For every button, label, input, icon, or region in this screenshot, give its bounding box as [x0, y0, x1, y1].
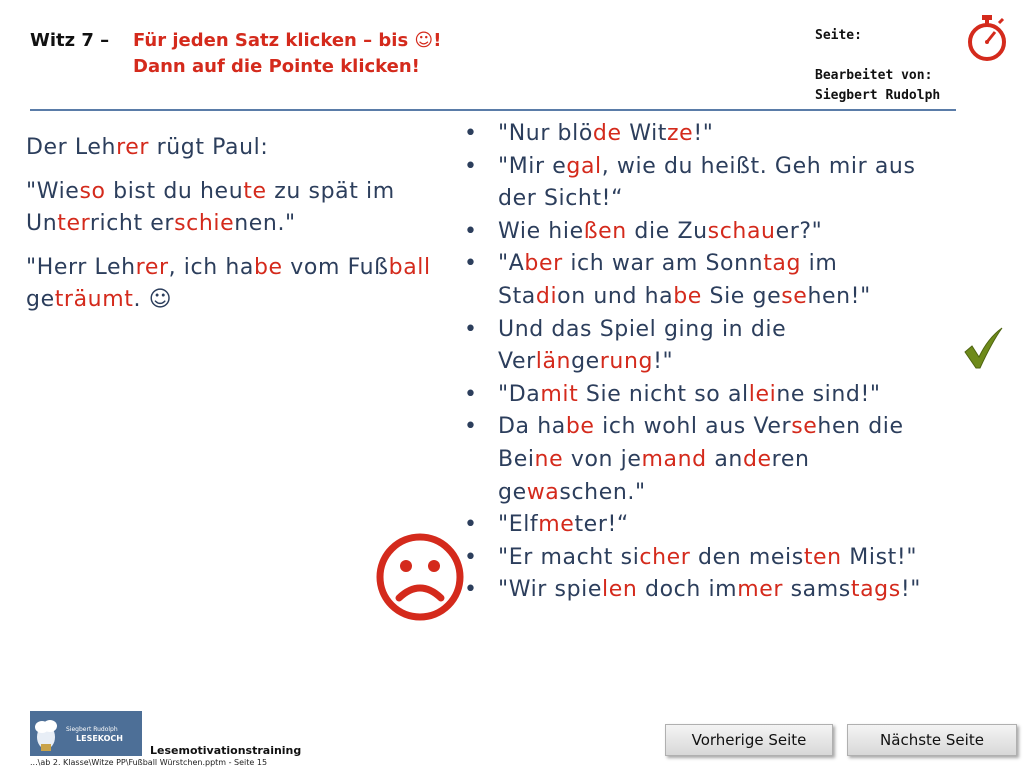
sad-face-icon[interactable] — [375, 532, 465, 622]
text-segment: "Wir spie — [498, 577, 603, 603]
punchline-option[interactable] — [460, 509, 930, 542]
joke-title: Witz 7 – — [30, 30, 110, 51]
text-segment: ne sind!" — [776, 381, 881, 407]
text-segment: an — [706, 446, 743, 472]
highlighted-syllable: de — [742, 446, 772, 472]
text-segment: !" — [653, 349, 674, 375]
highlighted-syllable: se — [791, 414, 818, 440]
text-segment: ge — [26, 287, 55, 312]
highlighted-syllable: cher — [639, 544, 691, 570]
highlighted-syllable: se — [781, 283, 808, 309]
text-segment: !" — [900, 577, 921, 603]
text-segment: ich wohl aus Ver — [594, 414, 792, 440]
punchline-option[interactable] — [460, 379, 930, 412]
highlighted-syllable: so — [79, 179, 106, 204]
highlighted-syllable: träumt — [54, 287, 134, 312]
text-segment: bist du heu — [105, 179, 244, 204]
highlighted-syllable: mit — [540, 381, 579, 407]
text-segment: Wie hie — [498, 218, 584, 244]
highlighted-syllable: ball — [388, 255, 431, 280]
text-segment: . ☺ — [133, 287, 173, 312]
instruction-line-1: Für jeden Satz klicken – bis ☺! — [133, 30, 442, 51]
text-segment: nen." — [234, 211, 296, 236]
text-segment: sams — [783, 577, 851, 603]
text-segment: "Elf — [498, 512, 539, 538]
highlighted-syllable: lei — [748, 381, 777, 407]
page-label: Seite: — [815, 28, 862, 43]
text-segment: Da ha — [498, 414, 566, 440]
text-segment: ter!“ — [574, 512, 629, 538]
highlighted-syllable: rung — [599, 349, 654, 375]
text-segment: im Sta — [498, 251, 838, 309]
highlighted-syllable: ßen — [583, 218, 627, 244]
highlighted-syllable: ber — [524, 251, 563, 277]
svg-text:Siegbert Rudolph: Siegbert Rudolph — [66, 726, 118, 733]
stopwatch-icon[interactable] — [964, 14, 1010, 62]
text-segment: doch im — [637, 577, 738, 603]
text-segment: hen die Bei — [498, 414, 904, 472]
text-segment: hen!" — [807, 283, 871, 309]
highlighted-syllable: wa — [526, 479, 560, 505]
text-segment: ge — [571, 349, 600, 375]
text-segment: "Er macht si — [498, 544, 640, 570]
next-page-button[interactable]: Nächste Seite — [847, 724, 1017, 756]
text-segment: von je — [563, 446, 642, 472]
text-segment: "A — [498, 251, 525, 277]
text-segment: Mist!" — [841, 544, 918, 570]
highlighted-syllable: be — [565, 414, 595, 440]
text-segment: rügt Paul: — [149, 135, 269, 160]
story-line[interactable] — [26, 132, 446, 164]
highlighted-syllable: schau — [707, 218, 776, 244]
highlighted-syllable: ter — [57, 211, 90, 236]
text-segment: Wit — [621, 121, 668, 146]
highlighted-syllable: te — [243, 179, 267, 204]
highlighted-syllable: rer — [116, 135, 150, 160]
punchline-option[interactable] — [460, 574, 930, 607]
text-segment: vom Fuß — [282, 255, 389, 280]
highlighted-syllable: ne — [534, 446, 564, 472]
text-segment: "Mir e — [498, 153, 567, 179]
text-segment: ren ge — [498, 446, 810, 505]
highlighted-syllable: len — [602, 577, 638, 603]
punchline-option[interactable] — [460, 216, 930, 249]
svg-text:LESEKOCH: LESEKOCH — [76, 734, 123, 743]
story-line[interactable] — [26, 176, 446, 240]
punchline-option[interactable] — [460, 411, 930, 509]
punchline-option[interactable] — [460, 118, 930, 151]
text-segment: den meis — [690, 544, 804, 570]
highlighted-syllable: rer — [135, 255, 169, 280]
highlighted-syllable: di — [535, 283, 558, 309]
text-segment: Sie nicht so al — [578, 381, 749, 407]
highlighted-syllable: län — [535, 349, 572, 375]
punchline-option[interactable] — [460, 151, 930, 216]
text-segment: die Zu — [626, 218, 708, 244]
instruction-line-2: Dann auf die Pointe klicken! — [133, 56, 420, 77]
text-segment: , ich ha — [168, 255, 254, 280]
highlighted-syllable: ze — [667, 121, 694, 146]
text-segment: "Nur blö — [498, 121, 593, 146]
text-segment: !" — [693, 121, 714, 146]
text-segment: "Wie — [26, 179, 80, 204]
highlighted-syllable: me — [538, 512, 575, 538]
previous-page-button[interactable]: Vorherige Seite — [665, 724, 833, 756]
highlighted-syllable: be — [253, 255, 283, 280]
punchline-option[interactable] — [460, 314, 930, 379]
text-segment: on und ha — [557, 283, 674, 309]
text-segment: Sie ge — [701, 283, 782, 309]
highlighted-syllable: tags — [850, 577, 901, 603]
header-divider — [30, 109, 956, 111]
lesekoch-logo — [30, 711, 142, 756]
text-segment: Und das Spiel ging in die Ver — [498, 316, 787, 375]
joke-story[interactable] — [26, 132, 446, 328]
edited-by-label: Bearbeitet von: — [815, 68, 933, 83]
highlighted-syllable: ten — [803, 544, 842, 570]
punchline-list — [460, 118, 930, 607]
text-segment: "Da — [498, 381, 541, 407]
text-segment: , wie du heißt. Geh mir aus der Sicht!“ — [498, 153, 916, 212]
highlighted-syllable: tag — [763, 251, 802, 277]
highlighted-syllable: gal — [566, 153, 602, 179]
highlighted-syllable: mand — [641, 446, 707, 472]
punchline-option[interactable] — [460, 248, 930, 313]
file-path: ...\ab 2. Klasse\Witze PP\Fußball Würstchen.pptm - Seite 15 — [30, 758, 268, 767]
text-segment: "Herr Leh — [26, 255, 136, 280]
highlighted-syllable: be — [673, 283, 702, 309]
text-segment: er?" — [775, 218, 823, 244]
text-segment: schen." — [559, 479, 646, 505]
text-segment: zu spät im Un — [26, 179, 395, 236]
checkmark-icon[interactable] — [962, 326, 1004, 370]
highlighted-syllable: schie — [174, 211, 235, 236]
highlighted-syllable: mer — [737, 577, 784, 603]
text-segment: richt er — [89, 211, 175, 236]
story-line[interactable] — [26, 252, 446, 316]
highlighted-syllable: de — [592, 121, 622, 146]
brand-label: Lesemotivationstraining — [150, 744, 302, 757]
author-name: Siegbert Rudolph — [815, 88, 941, 103]
punchline-option[interactable] — [460, 542, 930, 575]
text-segment: Der Leh — [26, 135, 117, 160]
text-segment: ich war am Sonn — [562, 251, 764, 277]
instructions — [133, 28, 441, 80]
